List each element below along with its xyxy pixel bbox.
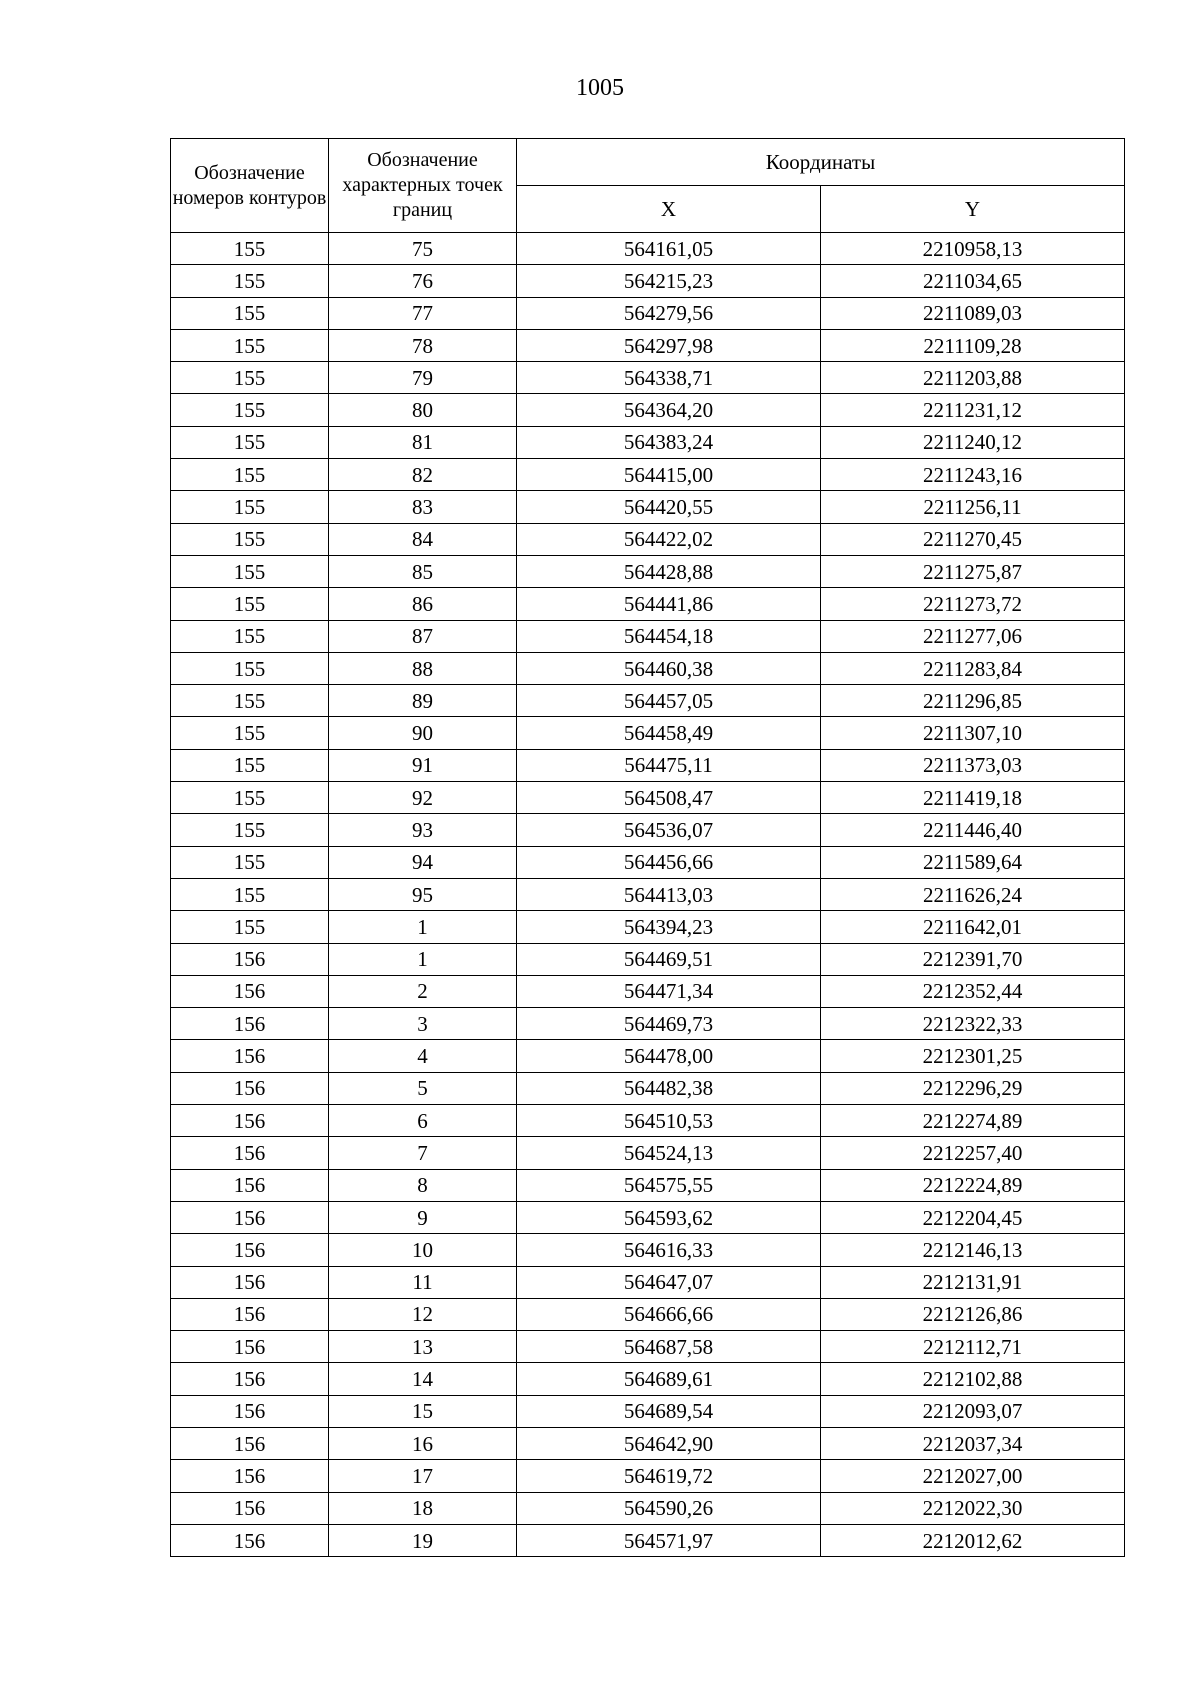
cell-x-coordinate: 564616,33 — [517, 1234, 821, 1266]
header-coordinates: Координаты — [517, 139, 1125, 186]
cell-x-coordinate: 564441,86 — [517, 588, 821, 620]
cell-y-coordinate: 2212274,89 — [821, 1105, 1125, 1137]
cell-contour-number: 156 — [171, 1298, 329, 1330]
cell-y-coordinate: 2211203,88 — [821, 362, 1125, 394]
cell-contour-number: 156 — [171, 1492, 329, 1524]
cell-y-coordinate: 2211109,28 — [821, 329, 1125, 361]
cell-y-coordinate: 2211240,12 — [821, 426, 1125, 458]
table-row — [171, 1072, 1125, 1104]
cell-y-coordinate: 2211307,10 — [821, 717, 1125, 749]
table-row — [171, 1169, 1125, 1201]
cell-x-coordinate: 564428,88 — [517, 555, 821, 587]
table-row — [171, 814, 1125, 846]
cell-contour-number: 156 — [171, 1234, 329, 1266]
cell-x-coordinate: 564471,34 — [517, 975, 821, 1007]
cell-contour-number: 156 — [171, 975, 329, 1007]
cell-boundary-point: 6 — [329, 1105, 517, 1137]
cell-contour-number: 155 — [171, 620, 329, 652]
cell-boundary-point: 7 — [329, 1137, 517, 1169]
cell-x-coordinate: 564642,90 — [517, 1427, 821, 1459]
table-row — [171, 1363, 1125, 1395]
cell-y-coordinate: 2211275,87 — [821, 555, 1125, 587]
cell-x-coordinate: 564279,56 — [517, 297, 821, 329]
cell-boundary-point: 5 — [329, 1072, 517, 1104]
cell-boundary-point: 94 — [329, 846, 517, 878]
cell-boundary-point: 86 — [329, 588, 517, 620]
cell-contour-number: 156 — [171, 1137, 329, 1169]
cell-boundary-point: 8 — [329, 1169, 517, 1201]
header-x: X — [517, 186, 821, 233]
table-row — [171, 1331, 1125, 1363]
cell-contour-number: 155 — [171, 523, 329, 555]
cell-contour-number: 155 — [171, 555, 329, 587]
cell-contour-number: 156 — [171, 1201, 329, 1233]
cell-contour-number: 155 — [171, 362, 329, 394]
cell-boundary-point: 14 — [329, 1363, 517, 1395]
cell-boundary-point: 1 — [329, 911, 517, 943]
cell-contour-number: 156 — [171, 943, 329, 975]
cell-boundary-point: 1 — [329, 943, 517, 975]
cell-x-coordinate: 564161,05 — [517, 233, 821, 265]
table-row — [171, 1395, 1125, 1427]
cell-y-coordinate: 2212296,29 — [821, 1072, 1125, 1104]
cell-boundary-point: 82 — [329, 459, 517, 491]
table-row — [171, 685, 1125, 717]
table-row — [171, 1137, 1125, 1169]
cell-x-coordinate: 564536,07 — [517, 814, 821, 846]
cell-x-coordinate: 564469,51 — [517, 943, 821, 975]
cell-contour-number: 155 — [171, 782, 329, 814]
cell-y-coordinate: 2212037,34 — [821, 1427, 1125, 1459]
cell-contour-number: 155 — [171, 329, 329, 361]
cell-x-coordinate: 564364,20 — [517, 394, 821, 426]
cell-x-coordinate: 564508,47 — [517, 782, 821, 814]
cell-x-coordinate: 564297,98 — [517, 329, 821, 361]
table-row — [171, 878, 1125, 910]
cell-y-coordinate: 2212224,89 — [821, 1169, 1125, 1201]
cell-contour-number: 155 — [171, 491, 329, 523]
table-row — [171, 555, 1125, 587]
table-row — [171, 1427, 1125, 1459]
cell-x-coordinate: 564478,00 — [517, 1040, 821, 1072]
cell-x-coordinate: 564666,66 — [517, 1298, 821, 1330]
cell-y-coordinate: 2211231,12 — [821, 394, 1125, 426]
cell-contour-number: 156 — [171, 1363, 329, 1395]
cell-contour-number: 155 — [171, 814, 329, 846]
cell-boundary-point: 84 — [329, 523, 517, 555]
cell-y-coordinate: 2212102,88 — [821, 1363, 1125, 1395]
cell-contour-number: 155 — [171, 911, 329, 943]
cell-x-coordinate: 564422,02 — [517, 523, 821, 555]
cell-contour-number: 156 — [171, 1524, 329, 1556]
cell-boundary-point: 9 — [329, 1201, 517, 1233]
cell-boundary-point: 80 — [329, 394, 517, 426]
cell-x-coordinate: 564687,58 — [517, 1331, 821, 1363]
cell-contour-number: 155 — [171, 394, 329, 426]
cell-x-coordinate: 564575,55 — [517, 1169, 821, 1201]
table-row — [171, 1105, 1125, 1137]
table-row — [171, 1008, 1125, 1040]
cell-y-coordinate: 2212301,25 — [821, 1040, 1125, 1072]
cell-boundary-point: 83 — [329, 491, 517, 523]
cell-contour-number: 155 — [171, 297, 329, 329]
cell-x-coordinate: 564415,00 — [517, 459, 821, 491]
cell-y-coordinate: 2212012,62 — [821, 1524, 1125, 1556]
cell-x-coordinate: 564689,54 — [517, 1395, 821, 1427]
cell-y-coordinate: 2210958,13 — [821, 233, 1125, 265]
cell-contour-number: 156 — [171, 1460, 329, 1492]
cell-boundary-point: 87 — [329, 620, 517, 652]
cell-y-coordinate: 2212112,71 — [821, 1331, 1125, 1363]
cell-contour-number: 156 — [171, 1331, 329, 1363]
table-row — [171, 1492, 1125, 1524]
cell-x-coordinate: 564571,97 — [517, 1524, 821, 1556]
header-boundary-point: Обозначение характерных точек границ — [329, 139, 517, 233]
cell-boundary-point: 13 — [329, 1331, 517, 1363]
cell-x-coordinate: 564457,05 — [517, 685, 821, 717]
cell-x-coordinate: 564338,71 — [517, 362, 821, 394]
cell-boundary-point: 95 — [329, 878, 517, 910]
table-row — [171, 329, 1125, 361]
table-row — [171, 394, 1125, 426]
table-row — [171, 1234, 1125, 1266]
cell-y-coordinate: 2211273,72 — [821, 588, 1125, 620]
cell-x-coordinate: 564460,38 — [517, 652, 821, 684]
cell-boundary-point: 10 — [329, 1234, 517, 1266]
table-row — [171, 426, 1125, 458]
cell-y-coordinate: 2211270,45 — [821, 523, 1125, 555]
cell-y-coordinate: 2211626,24 — [821, 878, 1125, 910]
cell-x-coordinate: 564458,49 — [517, 717, 821, 749]
table-row — [171, 1040, 1125, 1072]
cell-y-coordinate: 2211089,03 — [821, 297, 1125, 329]
table-row — [171, 1266, 1125, 1298]
table-row — [171, 491, 1125, 523]
cell-y-coordinate: 2211034,65 — [821, 265, 1125, 297]
cell-boundary-point: 78 — [329, 329, 517, 361]
cell-contour-number: 155 — [171, 652, 329, 684]
cell-boundary-point: 3 — [329, 1008, 517, 1040]
cell-contour-number: 155 — [171, 685, 329, 717]
table-row — [171, 265, 1125, 297]
cell-y-coordinate: 2212146,13 — [821, 1234, 1125, 1266]
cell-x-coordinate: 564482,38 — [517, 1072, 821, 1104]
cell-contour-number: 155 — [171, 233, 329, 265]
cell-y-coordinate: 2212131,91 — [821, 1266, 1125, 1298]
cell-contour-number: 156 — [171, 1105, 329, 1137]
cell-contour-number: 156 — [171, 1169, 329, 1201]
cell-contour-number: 156 — [171, 1040, 329, 1072]
cell-y-coordinate: 2211296,85 — [821, 685, 1125, 717]
table-row — [171, 846, 1125, 878]
cell-x-coordinate: 564383,24 — [517, 426, 821, 458]
header-contour-number: Обозначение номеров контуров — [171, 139, 329, 233]
cell-boundary-point: 92 — [329, 782, 517, 814]
cell-boundary-point: 89 — [329, 685, 517, 717]
cell-y-coordinate: 2211243,16 — [821, 459, 1125, 491]
cell-y-coordinate: 2211589,64 — [821, 846, 1125, 878]
cell-x-coordinate: 564420,55 — [517, 491, 821, 523]
cell-y-coordinate: 2212126,86 — [821, 1298, 1125, 1330]
table-row — [171, 459, 1125, 491]
page-number: 1005 — [576, 75, 624, 101]
table-row — [171, 717, 1125, 749]
cell-contour-number: 155 — [171, 265, 329, 297]
cell-y-coordinate: 2212027,00 — [821, 1460, 1125, 1492]
cell-contour-number: 156 — [171, 1427, 329, 1459]
cell-y-coordinate: 2212322,33 — [821, 1008, 1125, 1040]
cell-contour-number: 156 — [171, 1008, 329, 1040]
cell-boundary-point: 11 — [329, 1266, 517, 1298]
cell-boundary-point: 77 — [329, 297, 517, 329]
cell-contour-number: 155 — [171, 749, 329, 781]
cell-contour-number: 156 — [171, 1395, 329, 1427]
table-row — [171, 652, 1125, 684]
cell-boundary-point: 88 — [329, 652, 517, 684]
cell-y-coordinate: 2211419,18 — [821, 782, 1125, 814]
cell-contour-number: 155 — [171, 846, 329, 878]
cell-y-coordinate: 2211446,40 — [821, 814, 1125, 846]
cell-boundary-point: 12 — [329, 1298, 517, 1330]
cell-x-coordinate: 564456,66 — [517, 846, 821, 878]
cell-y-coordinate: 2212352,44 — [821, 975, 1125, 1007]
table-row — [171, 362, 1125, 394]
cell-y-coordinate: 2211373,03 — [821, 749, 1125, 781]
cell-y-coordinate: 2212257,40 — [821, 1137, 1125, 1169]
cell-boundary-point: 85 — [329, 555, 517, 587]
table-row — [171, 749, 1125, 781]
cell-contour-number: 155 — [171, 459, 329, 491]
cell-boundary-point: 17 — [329, 1460, 517, 1492]
cell-y-coordinate: 2211642,01 — [821, 911, 1125, 943]
cell-x-coordinate: 564619,72 — [517, 1460, 821, 1492]
cell-boundary-point: 4 — [329, 1040, 517, 1072]
cell-contour-number: 155 — [171, 878, 329, 910]
table-row — [171, 588, 1125, 620]
table-row — [171, 943, 1125, 975]
table-row — [171, 1524, 1125, 1556]
cell-boundary-point: 93 — [329, 814, 517, 846]
cell-boundary-point: 16 — [329, 1427, 517, 1459]
cell-boundary-point: 90 — [329, 717, 517, 749]
table-row — [171, 523, 1125, 555]
table-row — [171, 620, 1125, 652]
coordinates-table — [170, 138, 1125, 1557]
cell-x-coordinate: 564593,62 — [517, 1201, 821, 1233]
cell-y-coordinate: 2211256,11 — [821, 491, 1125, 523]
cell-boundary-point: 76 — [329, 265, 517, 297]
cell-contour-number: 155 — [171, 426, 329, 458]
cell-x-coordinate: 564510,53 — [517, 1105, 821, 1137]
table-row — [171, 975, 1125, 1007]
cell-boundary-point: 18 — [329, 1492, 517, 1524]
cell-x-coordinate: 564524,13 — [517, 1137, 821, 1169]
header-y: Y — [821, 186, 1125, 233]
table-row — [171, 1201, 1125, 1233]
cell-contour-number: 155 — [171, 588, 329, 620]
table-row — [171, 911, 1125, 943]
cell-boundary-point: 75 — [329, 233, 517, 265]
cell-y-coordinate: 2212204,45 — [821, 1201, 1125, 1233]
cell-y-coordinate: 2212391,70 — [821, 943, 1125, 975]
cell-y-coordinate: 2212022,30 — [821, 1492, 1125, 1524]
cell-x-coordinate: 564647,07 — [517, 1266, 821, 1298]
cell-y-coordinate: 2211277,06 — [821, 620, 1125, 652]
cell-boundary-point: 91 — [329, 749, 517, 781]
cell-x-coordinate: 564689,61 — [517, 1363, 821, 1395]
table-header — [171, 139, 1125, 233]
cell-x-coordinate: 564454,18 — [517, 620, 821, 652]
cell-boundary-point: 2 — [329, 975, 517, 1007]
cell-contour-number: 155 — [171, 717, 329, 749]
cell-x-coordinate: 564394,23 — [517, 911, 821, 943]
cell-contour-number: 156 — [171, 1072, 329, 1104]
cell-boundary-point: 19 — [329, 1524, 517, 1556]
table-row — [171, 297, 1125, 329]
cell-x-coordinate: 564413,03 — [517, 878, 821, 910]
table-row — [171, 1298, 1125, 1330]
cell-y-coordinate: 2211283,84 — [821, 652, 1125, 684]
table-row — [171, 782, 1125, 814]
cell-boundary-point: 79 — [329, 362, 517, 394]
table-row — [171, 233, 1125, 265]
cell-x-coordinate: 564475,11 — [517, 749, 821, 781]
cell-x-coordinate: 564590,26 — [517, 1492, 821, 1524]
cell-x-coordinate: 564469,73 — [517, 1008, 821, 1040]
cell-boundary-point: 81 — [329, 426, 517, 458]
cell-boundary-point: 15 — [329, 1395, 517, 1427]
cell-contour-number: 156 — [171, 1266, 329, 1298]
cell-y-coordinate: 2212093,07 — [821, 1395, 1125, 1427]
cell-x-coordinate: 564215,23 — [517, 265, 821, 297]
table-body — [171, 233, 1125, 1557]
table-row — [171, 1460, 1125, 1492]
